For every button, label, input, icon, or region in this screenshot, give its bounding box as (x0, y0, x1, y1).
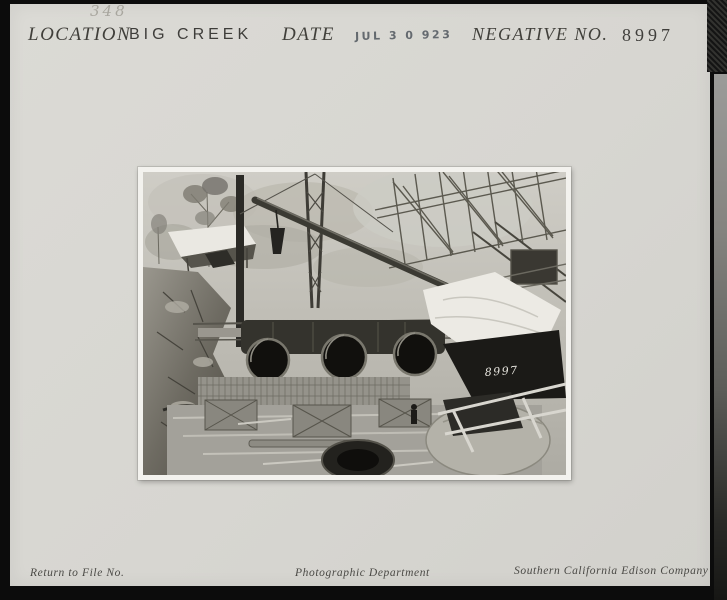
negative-number-value: 8997 (622, 25, 674, 45)
return-to-file-label: Return to File No. (30, 567, 125, 579)
penstock-pipes (241, 320, 445, 381)
photographic-department-label: Photographic Department (295, 567, 430, 579)
background-texture (707, 0, 727, 72)
photo-negative-number: 8997 (484, 363, 520, 379)
company-name-label: Southern California Edison Company (514, 565, 709, 577)
location-label: LOCATION (28, 24, 132, 45)
photo-print (138, 167, 571, 480)
location-value: BIG CREEK (129, 26, 253, 43)
photo-mount-card (10, 4, 710, 586)
date-stamp: JUL 3 0 923 (354, 27, 453, 44)
date-label: DATE (282, 24, 335, 45)
pencil-file-number: 348 (90, 2, 128, 20)
negative-number-label: NEGATIVE NO. (472, 24, 609, 44)
adjacent-page-edge (714, 74, 727, 600)
construction-photo (143, 172, 566, 475)
